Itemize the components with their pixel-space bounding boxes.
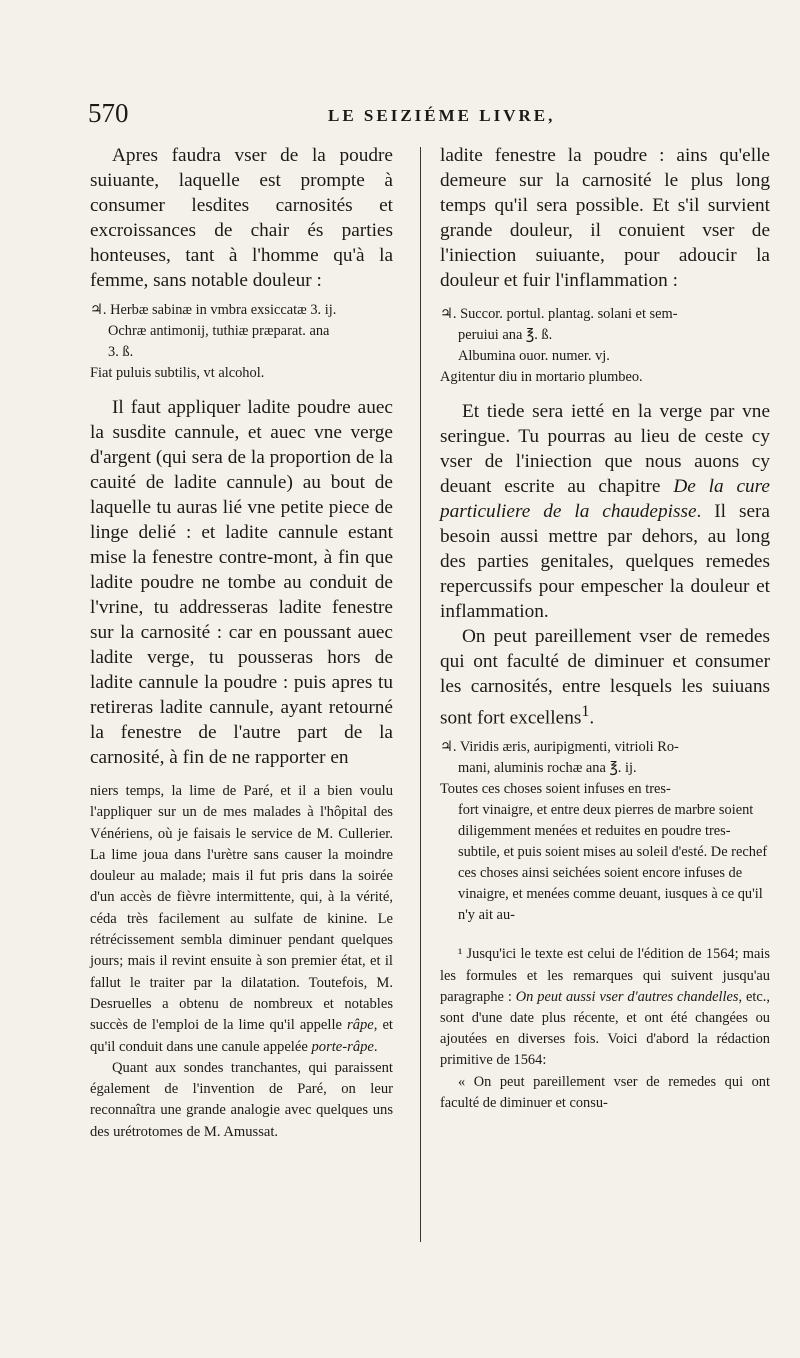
right-column	[440, 143, 770, 1114]
footnote-marker: 1	[581, 703, 590, 720]
footnote-quote: « On peut pareillement vser de remedes qui ont faculté de diminuer et consu-	[440, 1073, 770, 1111]
recipe-line: Albumina ouor. numer. vj.	[458, 348, 610, 364]
recipe-injection	[440, 304, 770, 388]
footnote	[440, 944, 770, 1114]
recipe-line: Ochræ antimonij, tuthiæ præparat. ana	[108, 323, 330, 339]
note-sondes: Quant aux sondes tranchantes, qui paraissent également de l'invention de Paré, on leur reconnaîtra une grande analogie avec quelques uns des urétrotomes de M. Amussat.	[90, 1059, 393, 1140]
paragraph-intro: Apres faudra vser de la poudre suiuante, laquelle est prompte à consumer lesdites carnosités et excroissances de chair és parties honteuses, tant à l'homme qu'à la femme, sans notable douleur :	[90, 145, 393, 291]
recipe-line: peruiui ana ℥. ß.	[458, 327, 553, 343]
page-number: 570	[88, 98, 129, 128]
recipe-line: mani, aluminis rochæ ana ℥. ij.	[458, 760, 637, 777]
footnote-text: ¹ Jusqu'ici le texte est celui de l'édition de 1564; mais les formules et les remarques qui suivent jusqu'au paragraphe : On peut aussi vser d'autres chandelles, etc., sont d'une date plus récente, et ont été changées ou ajoutées en diverses fois. Voici d'abord la rédaction primitive de 1564:	[440, 946, 770, 1069]
recipe-line: ♃. Viridis æris, auripigmenti, vitrioli Ro-	[440, 739, 679, 756]
recipe-verdigris	[440, 737, 770, 926]
page-header	[88, 96, 788, 136]
left-column	[90, 143, 393, 1143]
running-title: LE SEIZIÉME LIVRE,	[328, 106, 556, 125]
paragraph-application: Il faut appliquer ladite poudre auec la susdite cannule, et auec vne verge d'argent (qui sera de la proportion de la cauité de ladite cannule) au bout de laquelle tu auras lié vne petite piece de linge delié : et ladite cannule estant mise la fenestre contre-mont, à fin que ladite poudre ne tombe au conduit de l'vrine, tu addresseras ladite fenestre sur la carnosité : car en poussant auec ladite verge, tu pousseras hors de ladite cannule la poudre : puis apres tu retireras ladite cannule, ayant retourné la fenestre de l'autre part de la carnosité, à fin de ne rapporter en	[90, 397, 393, 768]
recipe-line: Agitentur diu in mortario plumbeo.	[440, 369, 643, 385]
recipe-line: Toutes ces choses soient infuses en tres-	[440, 781, 671, 798]
column-divider	[420, 147, 421, 1242]
note-continuation: niers temps, la lime de Paré, et il a bien voulu l'appliquer sur un de mes malades à l'hôpital des Vénériens, où je faisais le service de M. Cullerier. La lime joua dans l'urètre sans causer la moindre douleur au malade; mais il fut pris dans la soirée d'un accès de fièvre intermittente, qui, à la vérité, céda très facilement au sulfate de kinine. Le rétrécissement sembla diminuer pendant quelques jours; mais il revint ensuite à son premier état, et il fallut le traiter par la dilatation. Toutefois, M. Desruelles a obtenu de nombreux et notables succès de l'emploi de la lime qu'il appelle râpe, et qu'il conduit dans une canule appelée porte-râpe.	[90, 783, 393, 1055]
paragraph-syringe: Et tiede sera ietté en la verge par vne seringue. Tu pourras au lieu de ceste cy vser de l'iniection que nous auons cy deuant escrite au chapitre De la cure particuliere de la chaudepisse. Il sera besoin aussi mettre par dehors, au long des parties genitales, quelques remedes repercussifs pour empescher la douleur et inflammation.	[440, 401, 770, 622]
recipe-line: 3. ß.	[108, 344, 134, 360]
recipe-powder	[90, 300, 393, 384]
paragraph-continuation: ladite fenestre la poudre : ains qu'elle demeure sur la carnosité le plus long temps qu'il sera possible. Et s'il survient grande douleur, il conuient vser de l'iniection suiuante, pour adoucir la douleur et fuir l'inflammation :	[440, 145, 770, 291]
recipe-line: ♃. Herbæ sabinæ in vmbra exsiccatæ 3. ij.	[90, 302, 337, 318]
recipe-line: fort vinaigre, et entre deux pierres de marbre soient diligemment menées et reduites en poudre tres-subtile, et puis soient mises au soleil d'esté. De rechef ces choses ainsi seichées soient encore infuses de vinaigre, et menées comme deuant, iusques à ce qu'il n'y ait au-	[458, 802, 768, 924]
paragraph-remedies: On peut pareillement vser de remedes qui ont faculté de diminuer et consumer les carnosités, entre lesquels les suiuans sont fort excellens$^1$.	[440, 626, 770, 729]
recipe-line: Fiat puluis subtilis, vt alcohol.	[90, 365, 265, 381]
recipe-line: ♃. Succor. portul. plantag. solani et sem-	[440, 306, 678, 322]
